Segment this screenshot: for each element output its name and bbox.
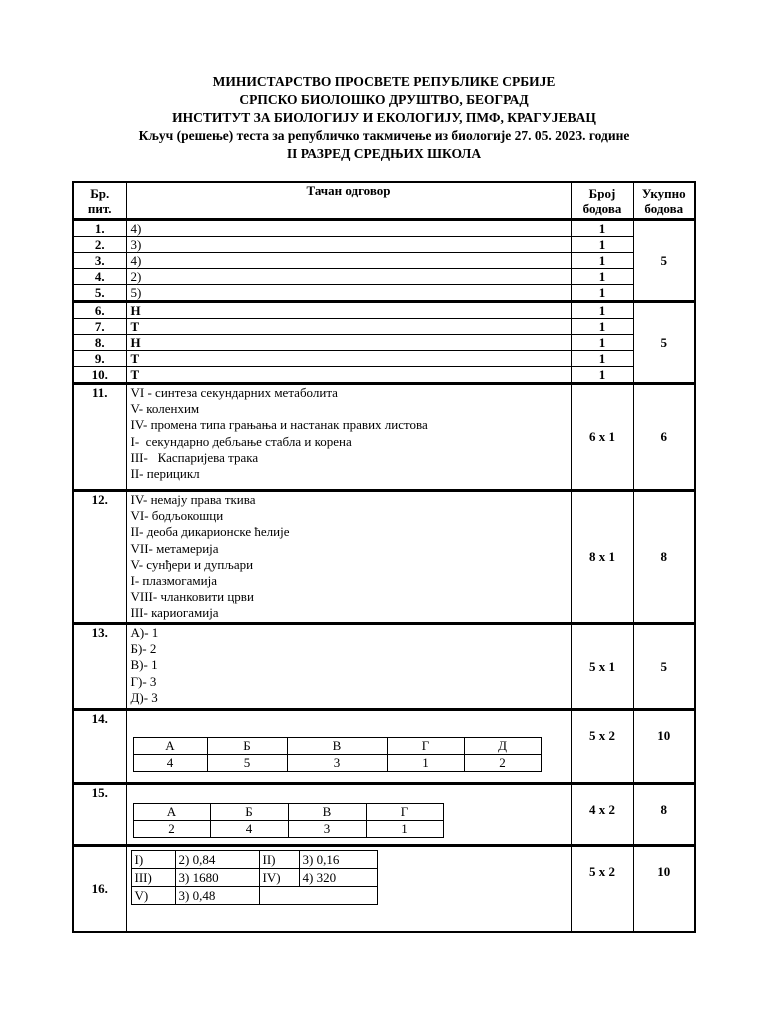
table-header-row bbox=[73, 182, 695, 220]
document-header bbox=[0, 73, 768, 163]
total-cell: 5 bbox=[633, 624, 695, 710]
total-cell: 6 bbox=[633, 384, 695, 491]
answer-cell: Т bbox=[126, 367, 571, 384]
points-cell: 1 bbox=[571, 285, 633, 302]
answer-line: А)- 1 bbox=[130, 625, 159, 640]
question-number: 9. bbox=[73, 351, 126, 367]
sub-question: V) bbox=[131, 887, 175, 905]
matching-value: 3 bbox=[287, 755, 387, 772]
answer-cell: Т bbox=[126, 351, 571, 367]
col-header-num: Бр. пит. bbox=[73, 182, 126, 220]
answer-cell bbox=[126, 710, 571, 784]
sub-answer: 3) 1680 bbox=[175, 869, 259, 887]
answer-line: I- плазмогамија bbox=[130, 573, 217, 589]
col-header-answer: Тачан одговор bbox=[126, 182, 571, 220]
answer-cell bbox=[126, 491, 571, 624]
total-cell: 8 bbox=[633, 784, 695, 846]
sub-question: II) bbox=[259, 851, 299, 869]
points-cell: 1 bbox=[571, 335, 633, 351]
table-row bbox=[73, 624, 695, 710]
matching-value: 1 bbox=[366, 821, 443, 838]
matching-value: 4 bbox=[133, 755, 207, 772]
matching-header: Б bbox=[210, 804, 288, 821]
answer-cell: 4) bbox=[126, 253, 571, 269]
matching-value: 3 bbox=[288, 821, 366, 838]
points-cell: 4 x 2 bbox=[571, 784, 633, 846]
answer-line: II- перицикл bbox=[130, 466, 200, 482]
question-number: 14. bbox=[73, 710, 126, 784]
matching-table bbox=[133, 737, 542, 772]
answer-key-table bbox=[72, 181, 696, 933]
points-cell: 6 x 1 bbox=[571, 384, 633, 491]
table-row bbox=[73, 335, 695, 351]
answer-cell: 3) bbox=[126, 237, 571, 253]
sub-answer: 3) 0,16 bbox=[299, 851, 377, 869]
matching-header: Д bbox=[464, 738, 541, 755]
answer-cell: Т bbox=[126, 319, 571, 335]
table-row bbox=[73, 384, 695, 491]
answer-cell: Н bbox=[126, 302, 571, 319]
matching-value: 2 bbox=[133, 821, 210, 838]
matching-value: 2 bbox=[464, 755, 541, 772]
question-number: 3. bbox=[73, 253, 126, 269]
matching-header: В bbox=[288, 804, 366, 821]
answer-line: VIII- чланковити црви bbox=[130, 589, 254, 605]
answer-line: Г)- 3 bbox=[130, 673, 157, 689]
question-number: 11. bbox=[73, 384, 126, 491]
table-row bbox=[73, 302, 695, 319]
question-number: 5. bbox=[73, 285, 126, 302]
answer-cell bbox=[126, 846, 571, 932]
points-cell: 8 x 1 bbox=[571, 491, 633, 624]
answer-cell: 2) bbox=[126, 269, 571, 285]
points-cell: 1 bbox=[571, 302, 633, 319]
matching-header: А bbox=[133, 804, 210, 821]
question-number: 6. bbox=[73, 302, 126, 319]
answer-line: В)- 1 bbox=[130, 657, 158, 673]
col-header-total: Укупно бодова bbox=[633, 182, 695, 220]
col-header-points: Број бодова bbox=[571, 182, 633, 220]
answer-cell bbox=[126, 624, 571, 710]
total-cell: 10 bbox=[633, 846, 695, 932]
points-cell: 1 bbox=[571, 269, 633, 285]
empty-cell bbox=[259, 887, 377, 905]
question-number: 10. bbox=[73, 367, 126, 384]
points-cell: 5 x 1 bbox=[571, 624, 633, 710]
question-number: 8. bbox=[73, 335, 126, 351]
answer-line: VI- бодљокошци bbox=[130, 508, 224, 524]
sub-question: III) bbox=[131, 869, 175, 887]
answer-line: VI - синтеза секундарних метаболита bbox=[130, 385, 338, 400]
header-ministry: МИНИСТАРСТВО ПРОСВЕТЕ РЕПУБЛИКЕ СРБИЈЕ bbox=[212, 74, 556, 89]
matching-header: А bbox=[133, 738, 207, 755]
answer-cell: Н bbox=[126, 335, 571, 351]
points-cell: 5 x 2 bbox=[571, 846, 633, 932]
total-cell: 5 bbox=[633, 220, 695, 302]
matching-value: 4 bbox=[210, 821, 288, 838]
points-cell: 1 bbox=[571, 351, 633, 367]
table-row bbox=[73, 367, 695, 384]
sub-answer: 4) 320 bbox=[299, 869, 377, 887]
answer-line: IV- немају права ткива bbox=[130, 492, 256, 507]
matching-value: 5 bbox=[207, 755, 287, 772]
answer-line: II- деоба дикарионске ћелије bbox=[130, 524, 290, 540]
table-row bbox=[73, 351, 695, 367]
answer-line: Б)- 2 bbox=[130, 641, 157, 657]
points-cell: 1 bbox=[571, 367, 633, 384]
table-row bbox=[73, 220, 695, 237]
total-cell: 10 bbox=[633, 710, 695, 784]
table-row bbox=[73, 319, 695, 335]
table-row bbox=[73, 269, 695, 285]
points-cell: 1 bbox=[571, 319, 633, 335]
points-cell: 1 bbox=[571, 220, 633, 237]
answer-line: VII- метамерија bbox=[130, 540, 219, 556]
table-row bbox=[73, 237, 695, 253]
table-row bbox=[73, 285, 695, 302]
matching-header: Г bbox=[387, 738, 464, 755]
matching-header: Г bbox=[366, 804, 443, 821]
question-number: 1. bbox=[73, 220, 126, 237]
answer-line: I- секундарно дебљање стабла и корена bbox=[130, 433, 352, 449]
question-number: 2. bbox=[73, 237, 126, 253]
question-number: 4. bbox=[73, 269, 126, 285]
answer-cell bbox=[126, 784, 571, 846]
answer-line: V- коленхим bbox=[130, 401, 200, 417]
sub-question: I) bbox=[131, 851, 175, 869]
matching-table bbox=[133, 803, 444, 838]
answer-cell: 5) bbox=[126, 285, 571, 302]
table-row bbox=[73, 491, 695, 624]
matching-header: В bbox=[287, 738, 387, 755]
matching-header: Б bbox=[207, 738, 287, 755]
calculation-table bbox=[131, 850, 378, 905]
table-row bbox=[73, 710, 695, 784]
answer-line: III- кариогамија bbox=[130, 605, 219, 621]
question-number: 16. bbox=[73, 846, 126, 932]
total-cell: 5 bbox=[633, 302, 695, 384]
sub-answer: 3) 0,48 bbox=[175, 887, 259, 905]
answer-line: III- Каспаријева трака bbox=[130, 449, 259, 465]
answer-line: V- сунђери и дупљари bbox=[130, 556, 254, 572]
answer-cell: 4) bbox=[126, 220, 571, 237]
sub-answer: 2) 0,84 bbox=[175, 851, 259, 869]
answer-line: Д)- 3 bbox=[130, 689, 158, 705]
header-society: СРПСКО БИОЛОШКО ДРУШТВО, БЕОГРАД bbox=[239, 92, 529, 107]
points-cell: 5 x 2 bbox=[571, 710, 633, 784]
answer-line: IV- промена типа грањања и настанак правих листова bbox=[130, 417, 428, 433]
question-number: 7. bbox=[73, 319, 126, 335]
answer-cell bbox=[126, 384, 571, 491]
table-row bbox=[73, 253, 695, 269]
total-cell: 8 bbox=[633, 491, 695, 624]
question-number: 13. bbox=[73, 624, 126, 710]
points-cell: 1 bbox=[571, 253, 633, 269]
table-row bbox=[73, 846, 695, 932]
question-number: 15. bbox=[73, 784, 126, 846]
header-test-title: Кључ (решење) теста за републичко такмичење из биологије 27. 05. 2023. године bbox=[138, 128, 630, 143]
points-cell: 1 bbox=[571, 237, 633, 253]
header-grade: II РАЗРЕД СРЕДЊИХ ШКОЛА bbox=[286, 146, 482, 161]
question-number: 12. bbox=[73, 491, 126, 624]
matching-value: 1 bbox=[387, 755, 464, 772]
table-row bbox=[73, 784, 695, 846]
sub-question: IV) bbox=[259, 869, 299, 887]
header-institute: ИНСТИТУТ ЗА БИОЛОГИЈУ И ЕКОЛОГИЈУ, ПМФ, КРАГУЈЕВАЦ bbox=[172, 110, 596, 125]
